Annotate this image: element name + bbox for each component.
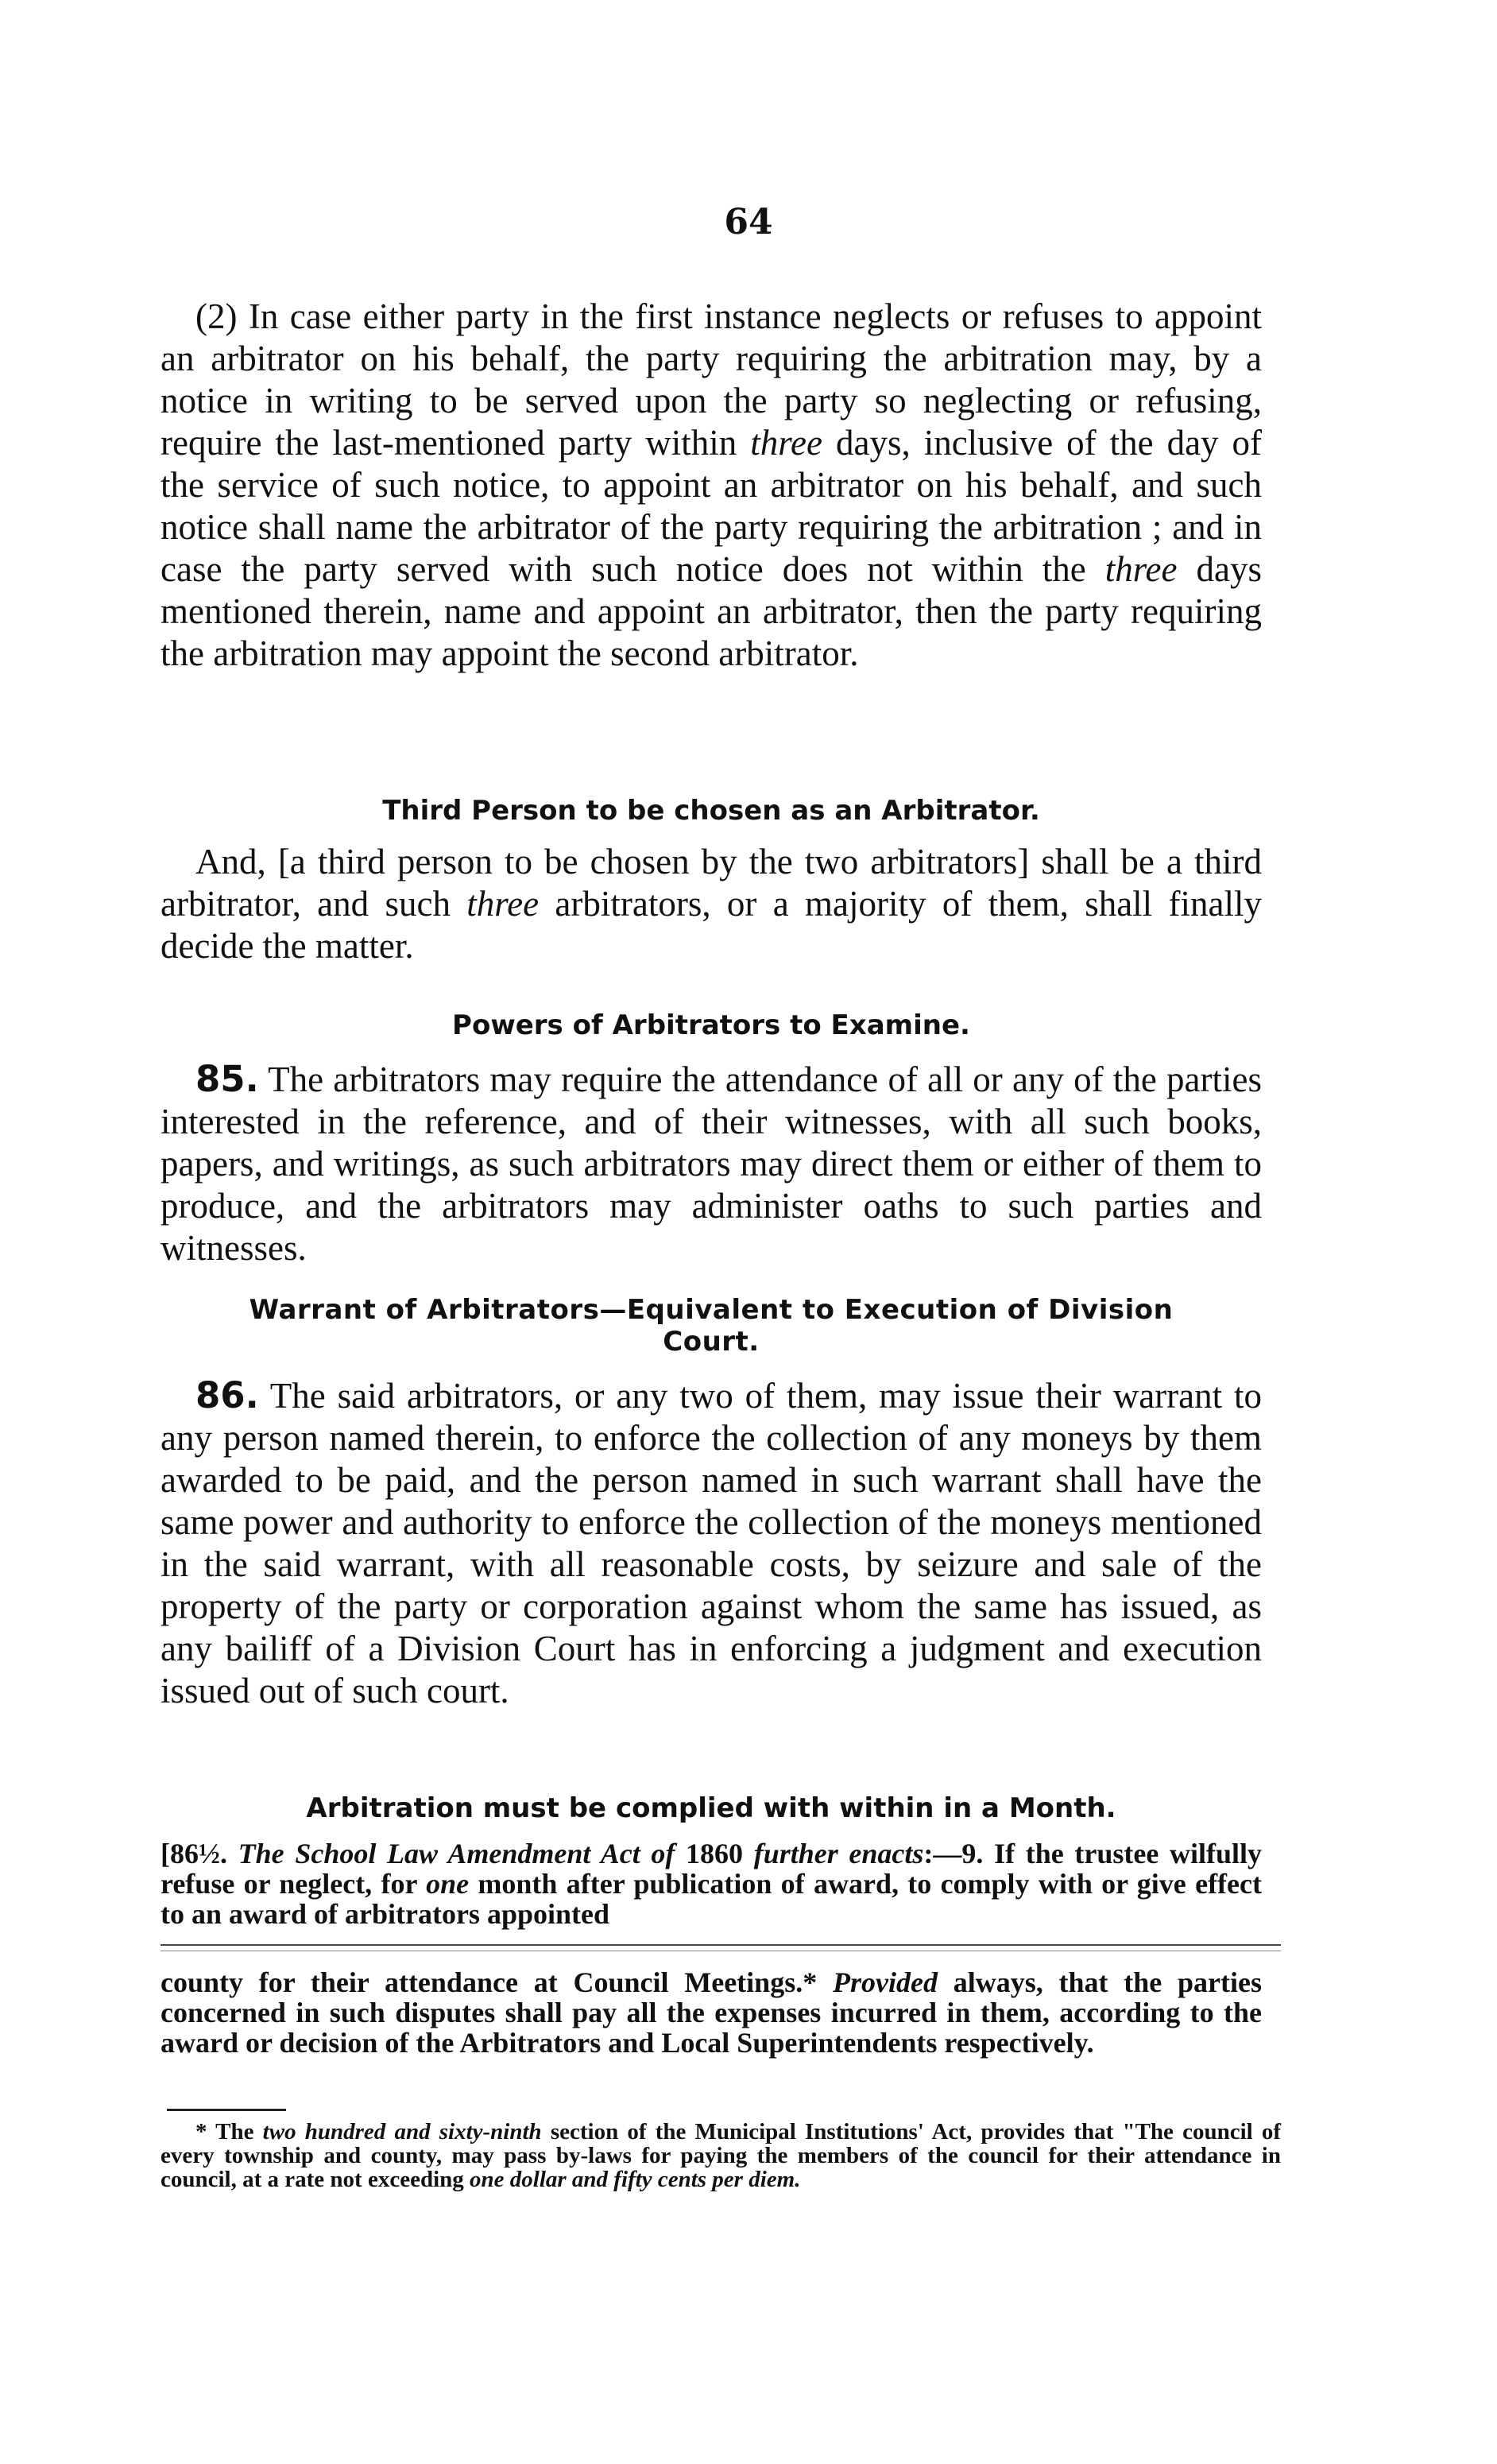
- clause-2-paragraph: [161, 296, 1262, 675]
- continuation-emphasis-1: Provided: [832, 1966, 938, 1998]
- section-86-text: The said arbitrators, or any two of them, may issue their warrant to any person named therein, to enforce the collection of any moneys by them awarded to be paid, and the person named in such warrant shall have the same power and authority to enforce the collection of the moneys mentioned in the said warrant, with all reasonable costs, by seizure and sale of the property of the party or corporation against whom the same has issued, as any bailiff of a Division Court has in enforcing a judgment and execution issued out of such court.: [161, 1376, 1262, 1710]
- clause-2-emphasis-2: three: [1104, 549, 1178, 589]
- section-86a-text-3: :—9. If the trustee wilfully refuse or neglect, for: [161, 1838, 1263, 1900]
- third-person-paragraph: [161, 841, 1262, 967]
- section-86a-text-4: month after publication of award, to comply with or give effect to an award of arbitrators appointed: [161, 1868, 1262, 1930]
- continuation-text-2: always, that the parties concerned in such disputes shall pay all the expenses incurred in them, according to the award or decision of the Arbitrators and Local Superintendents respectively.: [161, 1966, 1263, 2059]
- section-86-heading: [161, 1294, 1262, 1358]
- third-person-text-1: And, [a third person to be chosen by the two arbitrators] shall be a third arbitrator, and such: [161, 842, 1262, 924]
- third-person-heading: Third Person to be chosen as an Arbitrator.: [382, 795, 1040, 827]
- section-86a-paragraph: [161, 1838, 1262, 1929]
- section-86-paragraph: [161, 1374, 1262, 1712]
- footnote-divider: [167, 2109, 286, 2111]
- third-person-text-2: arbitrators, or a majority of them, shall finally decide the matter.: [161, 884, 1262, 966]
- footnote-text-2: section of the Municipal Institutions' Act, provides that "The council of every township and county, may pass by-laws for paying the members of the council for their attendance in council, at a rate not exceeding: [161, 2119, 1282, 2192]
- continuation-text-1: county for their attendance at Council Meetings.*: [161, 1966, 833, 1998]
- section-85-heading: Powers of Arbitrators to Examine.: [452, 1009, 970, 1041]
- section-86a-text-1: [86½.: [161, 1838, 238, 1869]
- section-86a-emphasis-1: The School Law Amendment Act of: [238, 1838, 675, 1869]
- section-86-number: 86.: [195, 1374, 259, 1416]
- section-85-text: The arbitrators may require the attendance of all or any of the parties interested in the reference, and of their witnesses, with all such books, papers, and writings, as such arbitrators may direct them or either of them to produce, and the arbitrators may administer oaths to such parties and witnesses.: [161, 1060, 1262, 1268]
- clause-2-text-3: days mentioned therein, name and appoint an arbitrator, then the party requiring the arbitration may appoint the second arbitrator.: [161, 549, 1262, 673]
- footnote-text-1: * The: [195, 2119, 263, 2144]
- section-86-heading-line-1: Warrant of Arbitrators—Equivalent to Execution of Division: [249, 1294, 1174, 1326]
- third-person-emphasis-1: three: [466, 884, 540, 924]
- page-number: 64: [724, 202, 773, 242]
- section-86a-emphasis-3: one: [426, 1868, 470, 1900]
- footnote-emphasis-2: one dollar and fifty cents per diem.: [470, 2167, 801, 2192]
- section-86a-text-2: 1860: [675, 1838, 754, 1869]
- footnote-emphasis-1: two hundred and sixty-ninth: [262, 2119, 542, 2144]
- section-divider: [161, 1944, 1281, 1951]
- clause-2-emphasis-1: three: [750, 423, 822, 463]
- section-86a-emphasis-2: further enacts: [753, 1838, 924, 1869]
- section-85-number: 85.: [195, 1058, 259, 1100]
- section-86-heading-line-2: Court.: [663, 1326, 760, 1358]
- footnote-paragraph: [161, 2120, 1281, 2191]
- continuation-paragraph: [161, 1967, 1262, 2058]
- clause-2-text-1: (2) In case either party in the first instance neglects or refuses to appoint an arbitrator on his behalf, the party requiring the arbitration may, by a notice in writing to be served upon the party so neglecting or refusing, require the last-mentioned party within: [161, 296, 1262, 463]
- section-85-paragraph: [161, 1058, 1262, 1269]
- clause-2-text-2: days, inclusive of the day of the service of such notice, to appoint an arbitrator on his behalf, and such notice shall name the arbitrator of the party requiring the arbitration ; and in case the party served with such notice does not within the: [161, 423, 1263, 589]
- section-86a-heading: Arbitration must be complied with within in a Month.: [306, 1792, 1116, 1824]
